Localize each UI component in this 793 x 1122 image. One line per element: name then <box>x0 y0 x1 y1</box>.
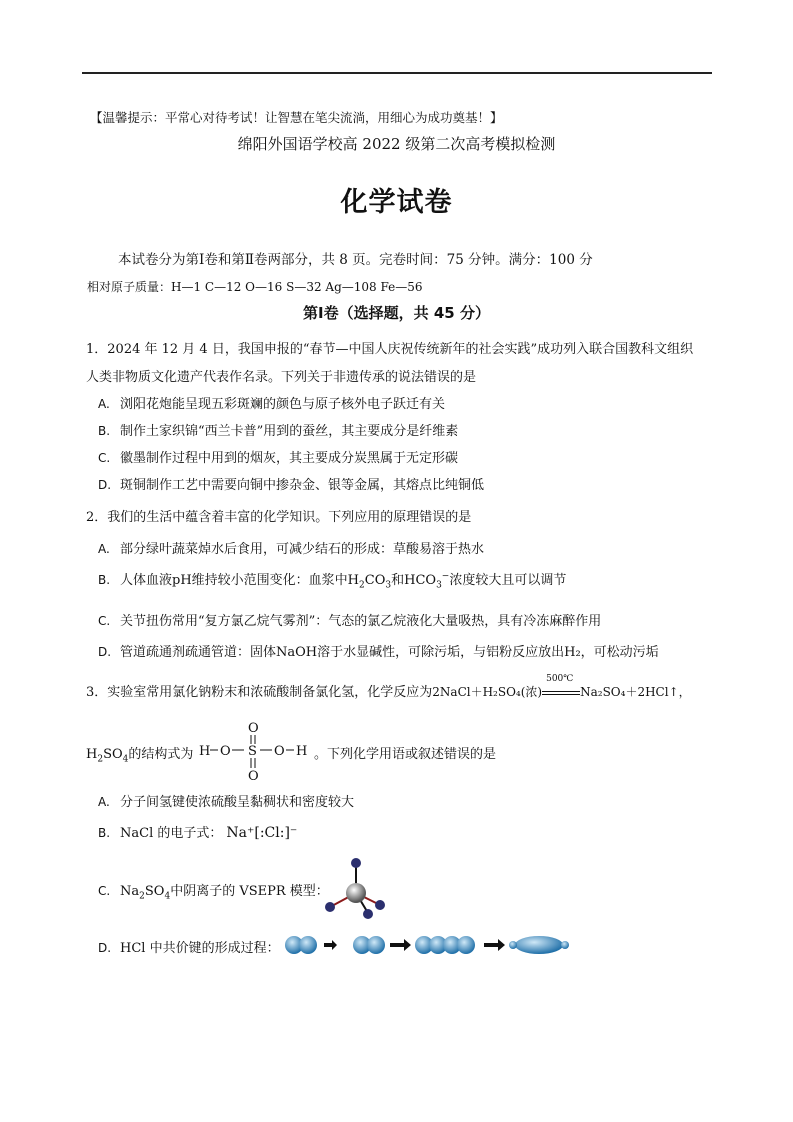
q2-option-c[interactable] <box>98 610 601 629</box>
vsepr-model-diagram <box>322 855 388 921</box>
option-text-and: 和 <box>391 573 405 588</box>
small-lobe-left <box>509 941 517 949</box>
option-text: 徽墨制作过程中用到的烟灰，其主要成分炭黑属于无定形碳 <box>120 451 459 466</box>
q2-option-d[interactable] <box>98 641 659 660</box>
arrow-2-icon <box>390 939 411 951</box>
option-text: NaCl 的电子式： <box>120 826 223 841</box>
q3-option-c[interactable] <box>98 880 329 902</box>
oxygen-ball-bottom <box>363 909 373 919</box>
option-text: 关节扭伤常用“复方氯乙烷气雾剂”：气态的氯乙烷液化大量吸热，具有冷冻麻醉作用 <box>120 614 602 629</box>
q1-stem-line2: 人类非物质文化遗产代表作名录。下列关于非遗传承的说法错误的是 <box>86 370 477 385</box>
option-label: C. <box>98 884 111 898</box>
equals-sign <box>542 691 580 695</box>
option-label: B. <box>98 826 111 840</box>
option-text: 中阴离子的 VSEPR 模型： <box>170 884 329 899</box>
option-label: B. <box>98 573 111 587</box>
option-text: 管道疏通剂疏通管道：固体NaOH溶于水显碱性，可除污垢，与铝粉反应放出H₂，可松动污垢 <box>120 645 659 660</box>
right-oxygen: O <box>274 744 285 759</box>
exam-title: 绵阳外国语学校高 2022 级第二次高考模拟检测 <box>237 135 556 153</box>
q1-stem-line1: 1．2024 年 12 月 4 日，我国申报的“春节—中国人庆祝传统新年的社会实践”成功列入联合国教科文组织 <box>86 342 694 357</box>
right-hydrogen: H <box>296 744 308 759</box>
option-label: B. <box>98 424 111 438</box>
option-text-post: 浓度较大且可以调节 <box>449 573 567 588</box>
atomic-masses: 相对原子质量：H—1 C—12 O—16 S—32 Ag—108 Fe—56 <box>87 280 423 294</box>
left-oxygen: O <box>220 744 231 759</box>
na2so4-formula: $Na_2SO_4$ <box>120 884 171 902</box>
top-oxygen: O <box>248 721 259 736</box>
sigma-bond-orbital <box>515 936 563 954</box>
h2so4-formula: $H_2SO_4$ <box>86 747 129 765</box>
oxygen-ball-left <box>325 902 335 912</box>
option-label: C. <box>98 451 111 465</box>
q3-stem <box>86 673 691 700</box>
reaction-right: Na₂SO₄＋2HCl↑， <box>580 685 691 699</box>
option-text: 部分绿叶蔬菜焯水后食用，可减少结石的形成：草酸易溶于热水 <box>120 542 485 557</box>
option-text-pre: 人体血液pH维持较小范围变化：血浆中 <box>120 573 348 588</box>
bottom-oxygen: O <box>248 769 259 784</box>
sulfur-ball-center <box>346 883 366 903</box>
q3-option-b[interactable] <box>98 822 297 841</box>
sulfur-atom: S <box>248 744 257 759</box>
option-text: HCl 中共价键的形成过程： <box>120 941 280 956</box>
q2-option-a[interactable] <box>98 538 484 557</box>
option-text: 分子间氢键使浓硫酸呈黏稠状和密度较大 <box>120 795 355 810</box>
option-text: 制作土家织锦“西兰卡普”用到的蚕丝，其主要成分是纤维素 <box>120 424 459 439</box>
option-label: A. <box>98 397 110 411</box>
reaction-condition: 500℃ <box>546 673 574 684</box>
option-label: D. <box>98 645 112 659</box>
exam-intro: 本试卷分为第Ⅰ卷和第Ⅱ卷两部分，共 8 页。完卷时间：75 分钟。满分：100 分 <box>118 252 593 268</box>
option-label: C. <box>98 614 111 628</box>
q2-option-b[interactable] <box>98 569 566 591</box>
small-lobe-right <box>561 941 569 949</box>
oxygen-ball-right <box>375 900 385 910</box>
left-hydrogen: H <box>199 744 211 759</box>
top-rule <box>82 72 712 74</box>
part-title: 第Ⅰ卷（选择题，共 45 分） <box>303 304 490 322</box>
h2co3-formula: $H_2CO_3$ <box>347 573 392 591</box>
h2so4-structure-diagram <box>196 718 314 784</box>
warm-tip: 【温馨提示：平常心对待考试！让智慧在笔尖流淌，用细心为成功奠基！】 <box>90 110 503 125</box>
hco3-formula: $HCO_3^-$ <box>404 571 450 591</box>
q1-option-b[interactable] <box>98 420 458 439</box>
h2so4-structure-line <box>86 743 193 765</box>
q1-option-a[interactable] <box>98 393 445 412</box>
option-label: D. <box>98 941 112 955</box>
q3-stem-text: 3．实验室常用氯化钠粉末和浓硫酸制备氯化氢，化学反应为 <box>86 685 433 700</box>
orbital-3d <box>457 936 475 954</box>
orbital-1b <box>299 936 317 954</box>
reaction-left: 2NaCl＋H₂SO₄(浓) <box>432 685 543 699</box>
subject-title: 化学试卷 <box>340 187 453 218</box>
q3-option-d[interactable] <box>98 937 280 956</box>
orbital-2b <box>367 936 385 954</box>
option-text: 浏阳花炮能呈现五彩斑斓的颜色与原子核外电子跃迁有关 <box>120 397 446 412</box>
reaction-arrow <box>542 673 580 700</box>
structure-post: 。下列化学用语或叙述错误的是 <box>314 747 497 762</box>
option-label: A. <box>98 795 110 809</box>
option-label: D. <box>98 478 112 492</box>
option-label: A. <box>98 542 110 556</box>
oxygen-ball-top <box>351 858 361 868</box>
nacl-electron-formula: Na⁺[:Cl:]⁻ <box>226 825 298 841</box>
hcl-bond-formation-diagram <box>284 932 574 958</box>
q2-stem: 2．我们的生活中蕴含着丰富的化学知识。下列应用的原理错误的是 <box>86 510 472 525</box>
structure-pre: 的结构式为 <box>128 747 194 762</box>
q3-option-a[interactable] <box>98 791 354 810</box>
q1-option-c[interactable] <box>98 447 458 466</box>
q1-option-d[interactable] <box>98 474 484 493</box>
option-text: 斑铜制作工艺中需要向铜中掺杂金、银等金属，其熔点比纯铜低 <box>120 478 485 493</box>
arrow-3-icon <box>484 939 505 951</box>
